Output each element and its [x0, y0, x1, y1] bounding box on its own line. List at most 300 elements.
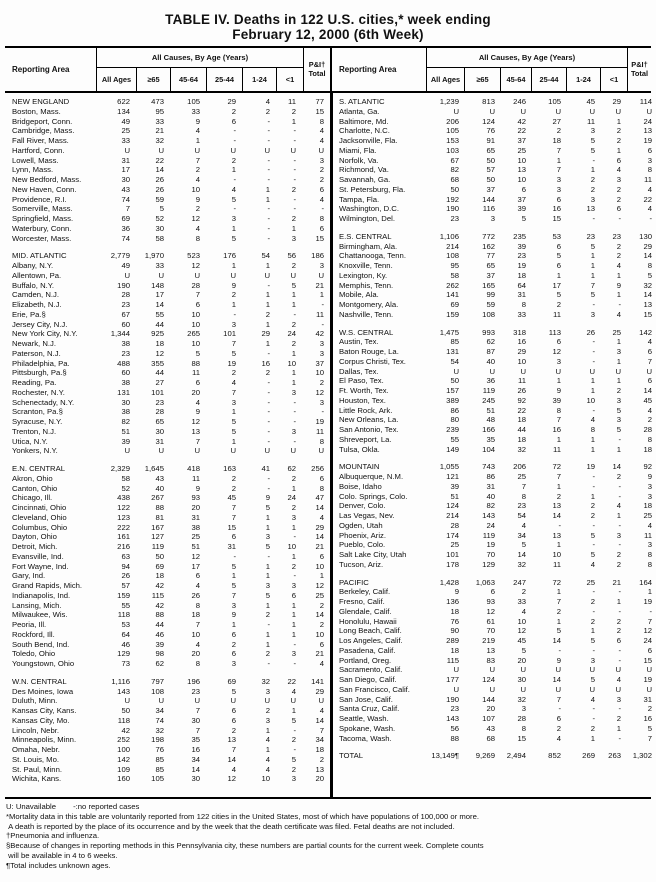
value-cell: - — [293, 407, 296, 417]
value-cell: 50 — [155, 551, 164, 561]
pi-total-header — [627, 48, 651, 91]
table-title-line2: February 12, 2000 (6th Week) — [232, 27, 424, 42]
value-cell: 8 — [647, 550, 652, 559]
table-row — [5, 677, 330, 687]
value-cell: - — [293, 126, 296, 136]
value-cell: 20 — [191, 387, 200, 397]
reporting-area-cell: New Bedford, Mass. — [12, 175, 82, 184]
value-cell: U — [589, 106, 595, 116]
value-cell: 30 — [155, 426, 164, 436]
value-cell: 18 — [191, 610, 200, 620]
all-causes-label: All Causes, By Age (Years) — [478, 53, 576, 62]
value-cell: 2 — [231, 473, 236, 483]
value-cell: 26 — [517, 386, 526, 395]
value-cell: 10 — [517, 616, 526, 626]
value-cell: 2 — [319, 600, 324, 610]
value-cell: 15 — [517, 733, 526, 743]
table-row — [5, 117, 330, 127]
value-cell: 2 — [265, 610, 270, 620]
value-cell: 12 — [191, 417, 200, 426]
value-cell: 22 — [287, 676, 296, 686]
value-cell: 36 — [121, 223, 130, 233]
value-cell: 17 — [552, 280, 561, 290]
value-cell: 39 — [450, 481, 459, 491]
value-cell: 4 — [647, 204, 652, 214]
col-header-all-ages: All Ages — [97, 68, 137, 91]
value-cell: 8 — [195, 600, 200, 610]
value-cell: U — [264, 145, 270, 155]
value-cell: 19 — [517, 261, 526, 270]
value-cell: 23 — [121, 300, 130, 309]
table-row — [333, 232, 651, 242]
value-cell: 91 — [486, 136, 495, 145]
table-row — [333, 587, 651, 597]
reporting-area-cell: Youngstown, Ohio — [12, 659, 75, 668]
table-row — [333, 310, 651, 320]
value-cell: 42 — [155, 600, 164, 610]
col-header-all-ages: All Ages — [427, 68, 465, 91]
value-cell: 10 — [517, 356, 526, 366]
table-row — [5, 165, 330, 175]
value-cell: 118 — [117, 715, 130, 725]
value-cell: 1 — [291, 290, 296, 300]
value-cell: U — [520, 366, 526, 376]
value-cell: 3 — [590, 126, 595, 136]
value-cell: 93 — [191, 493, 200, 503]
value-cell: U — [264, 270, 270, 280]
value-cell: 165 — [482, 280, 495, 290]
value-cell: U — [264, 446, 270, 456]
value-cell: 3 — [616, 347, 621, 356]
value-cell: 35 — [486, 434, 495, 444]
value-cell: 1 — [231, 261, 236, 270]
reporting-area-cell: Portland, Oreg. — [339, 655, 392, 665]
value-cell: 3 — [291, 426, 296, 436]
table-row — [5, 97, 330, 107]
value-cell: 31 — [121, 155, 130, 165]
value-cell: 2 — [291, 561, 296, 571]
value-cell: 8 — [521, 723, 526, 733]
value-cell: U — [194, 446, 200, 456]
reporting-area-cell: Milwaukee, Wis. — [12, 610, 68, 620]
value-cell: 54 — [517, 511, 526, 520]
value-cell: 9 — [647, 472, 652, 481]
value-cell: 13 — [227, 735, 236, 745]
reporting-area-cell: Seattle, Wash. — [339, 714, 389, 723]
reporting-area-cell: Erie, Pa.§ — [12, 309, 46, 319]
reporting-area-cell: Atlanta, Ga. — [339, 106, 380, 116]
reporting-area-cell: E.S. CENTRAL — [339, 231, 392, 241]
value-cell: 19 — [643, 136, 652, 145]
table-row — [333, 415, 651, 425]
value-cell: 73 — [121, 659, 130, 668]
value-cell: 18 — [517, 415, 526, 425]
value-cell: 88 — [155, 503, 164, 512]
value-cell: 9 — [556, 386, 561, 395]
table-row — [5, 484, 330, 494]
value-cell: 134 — [117, 106, 130, 116]
value-cell: 2 — [231, 368, 236, 378]
value-cell: 33 — [517, 597, 526, 606]
value-cell: 136 — [446, 597, 459, 606]
value-cell: 3 — [556, 356, 561, 366]
reporting-area-cell: Lexington, Ky. — [339, 270, 388, 280]
table-row — [5, 571, 330, 581]
table-row — [5, 532, 330, 542]
reporting-area-cell: Providence, R.I. — [12, 194, 67, 204]
value-cell: 1 — [291, 629, 296, 639]
value-cell: 83 — [486, 655, 495, 665]
value-cell: 31 — [643, 694, 652, 704]
value-cell: 1,063 — [475, 577, 495, 587]
value-cell: - — [267, 223, 270, 233]
value-cell: 6 — [616, 204, 621, 214]
value-cell: 9 — [195, 407, 200, 417]
value-cell: 10 — [191, 184, 200, 194]
reporting-area-cell: Lynn, Mass. — [12, 165, 54, 175]
value-cell: 144 — [482, 194, 495, 204]
value-cell: 993 — [482, 327, 495, 337]
table-row — [333, 367, 651, 377]
value-cell: 1 — [265, 561, 270, 571]
value-cell: 1 — [616, 597, 621, 606]
value-cell: 167 — [151, 522, 164, 532]
value-cell: 131 — [117, 387, 130, 397]
value-cell: 30 — [121, 175, 130, 184]
value-cell: 23 — [450, 704, 459, 714]
value-cell: - — [618, 491, 621, 501]
reporting-area-cell: Shreveport, La. — [339, 434, 392, 444]
value-cell: 11 — [644, 175, 652, 184]
value-cell: 7 — [195, 436, 200, 446]
value-cell: 3 — [616, 415, 621, 425]
value-cell: 4 — [231, 764, 236, 774]
value-cell: - — [267, 473, 270, 483]
value-cell: U — [318, 696, 324, 706]
table-row — [333, 472, 651, 482]
value-cell: 40 — [486, 356, 495, 366]
pi-label: P&I† — [631, 60, 648, 69]
table-row — [5, 126, 330, 136]
reporting-area-cell: Austin, Tex. — [339, 337, 379, 347]
table-row — [5, 185, 330, 195]
value-cell: 5 — [291, 280, 296, 290]
value-cell: 16 — [552, 204, 561, 214]
value-cell: 16 — [552, 425, 561, 434]
value-cell: 26 — [586, 327, 595, 337]
value-cell: 9,269 — [475, 751, 495, 761]
value-cell: 4 — [195, 639, 200, 649]
value-cell: 3 — [231, 600, 236, 610]
value-cell: 153 — [446, 136, 459, 145]
table-row — [333, 675, 651, 685]
table-row — [333, 261, 651, 271]
reporting-area-cell: Wichita, Kans. — [12, 774, 62, 784]
reporting-area-cell: Canton, Ohio — [12, 483, 58, 493]
value-cell: - — [592, 155, 595, 165]
value-cell: 22 — [643, 194, 652, 204]
table-row — [5, 398, 330, 408]
value-cell: 43 — [486, 723, 495, 733]
value-cell: U — [124, 145, 130, 155]
reporting-area-cell: Albany, N.Y. — [12, 261, 54, 270]
value-cell: - — [293, 571, 296, 581]
value-cell: U — [589, 665, 595, 675]
value-cell: 118 — [117, 610, 130, 620]
value-cell: 22 — [517, 405, 526, 415]
value-cell: 2 — [291, 473, 296, 483]
value-cell: 1 — [265, 261, 270, 270]
value-cell: 177 — [446, 675, 459, 684]
table-row — [5, 329, 330, 339]
table-row — [5, 542, 330, 552]
table-section — [5, 251, 330, 456]
value-cell: 1 — [291, 600, 296, 610]
value-cell: 11 — [553, 444, 561, 454]
value-cell: 48 — [486, 415, 495, 425]
value-cell: 49 — [121, 261, 130, 270]
reporting-area-cell: Detroit, Mich. — [12, 542, 58, 551]
value-cell: 74 — [155, 715, 164, 725]
value-cell: 7 — [590, 280, 595, 290]
value-cell: U — [615, 106, 621, 116]
value-cell: U — [124, 270, 130, 280]
value-cell: 2 — [590, 184, 595, 194]
value-cell: 7 — [231, 745, 236, 754]
value-cell: 86 — [486, 472, 495, 481]
value-cell: U — [589, 684, 595, 694]
value-cell: 67 — [121, 309, 130, 319]
value-cell: 7 — [195, 706, 200, 715]
value-cell: 32 — [261, 676, 270, 686]
table-row — [333, 492, 651, 502]
value-cell: 2 — [291, 261, 296, 270]
value-cell: U — [555, 106, 561, 116]
reporting-area-cell: Fresno, Calif. — [339, 597, 385, 606]
value-cell: 7 — [556, 165, 561, 175]
value-cell: 2 — [231, 725, 236, 735]
value-cell: U — [453, 684, 459, 694]
value-cell: 4 — [647, 337, 652, 347]
value-cell: 5 — [590, 145, 595, 155]
value-cell: 3 — [647, 491, 652, 501]
value-cell: 5 — [647, 270, 652, 280]
value-cell: 2 — [616, 241, 621, 251]
value-cell: 85 — [450, 337, 459, 347]
value-cell: 1 — [291, 610, 296, 620]
value-cell: 20 — [486, 704, 495, 714]
value-cell: 1 — [616, 270, 621, 280]
reporting-area-cell: Knoxville, Tenn. — [339, 261, 393, 270]
value-cell: 1 — [616, 376, 621, 386]
table-title-line1: TABLE IV. Deaths in 122 U.S. cities,* week ending — [165, 12, 491, 27]
table-row — [5, 696, 330, 706]
value-cell: 144 — [482, 694, 495, 704]
value-cell: 2 — [265, 106, 270, 116]
value-cell: 6 — [319, 223, 324, 233]
value-cell: 8 — [319, 214, 324, 223]
value-cell: 28 — [643, 425, 652, 434]
value-cell: 5 — [590, 675, 595, 684]
value-cell: 2 — [195, 165, 200, 175]
value-cell: 6 — [647, 645, 652, 655]
value-cell: 65 — [486, 145, 495, 155]
value-cell: 76 — [486, 126, 495, 136]
value-cell: 6 — [195, 571, 200, 581]
value-cell: 31 — [191, 512, 200, 522]
value-cell: 94 — [121, 561, 130, 571]
value-cell: 82 — [450, 165, 459, 175]
value-cell: 1 — [265, 571, 270, 581]
value-cell: 7 — [647, 616, 652, 626]
reporting-area-cell: Jersey City, N.J. — [12, 319, 68, 329]
value-cell: 46 — [155, 629, 164, 639]
value-cell: 13 — [552, 501, 561, 511]
table-row — [5, 687, 330, 697]
value-cell: 52 — [121, 483, 130, 493]
value-cell: 2 — [265, 309, 270, 319]
table-section — [333, 97, 651, 224]
table-row — [333, 724, 651, 734]
table-row — [5, 437, 330, 447]
value-cell: U — [646, 665, 652, 675]
value-cell: 69 — [450, 300, 459, 309]
value-cell: 7 — [521, 481, 526, 491]
value-cell: - — [293, 136, 296, 145]
value-cell: 1 — [556, 155, 561, 165]
value-cell: 8 — [521, 300, 526, 309]
table-row — [333, 531, 651, 541]
value-cell: 4 — [231, 184, 236, 194]
value-cell: 1 — [231, 165, 236, 175]
value-cell: 14 — [155, 165, 164, 175]
value-cell: - — [592, 520, 595, 530]
value-cell: U — [124, 696, 130, 706]
reporting-area-cell: Toledo, Ohio — [12, 649, 56, 659]
value-cell: 1 — [265, 319, 270, 329]
value-cell: 37 — [486, 270, 495, 280]
reporting-area-cell: Minneapolis, Minn. — [12, 735, 77, 745]
value-cell: 1 — [590, 444, 595, 454]
value-cell: - — [558, 520, 561, 530]
reporting-area-cell: Nashville, Tenn. — [339, 309, 394, 319]
value-cell: 68 — [450, 175, 459, 184]
table-row — [5, 706, 330, 716]
value-cell: 2 — [231, 639, 236, 649]
col-header-25-44: 25-44 — [207, 68, 243, 91]
value-cell: 11 — [644, 530, 652, 540]
reporting-area-cell: Norfolk, Va. — [339, 155, 379, 165]
value-cell: 3 — [647, 155, 652, 165]
value-cell: 5 — [647, 723, 652, 733]
value-cell: U — [230, 145, 236, 155]
value-cell: 53 — [121, 620, 130, 629]
table-row — [5, 493, 330, 503]
value-cell: - — [267, 387, 270, 397]
table-row — [5, 630, 330, 640]
value-cell: 1 — [265, 290, 270, 300]
value-cell: 8 — [647, 261, 652, 270]
value-cell: 4 — [319, 659, 324, 668]
value-cell: 2 — [231, 483, 236, 493]
value-cell: 25 — [643, 511, 652, 520]
value-cell: 36 — [486, 376, 495, 386]
value-cell: 1 — [556, 376, 561, 386]
value-cell: U — [318, 270, 324, 280]
value-cell: 4 — [616, 675, 621, 684]
value-cell: 11 — [192, 473, 200, 483]
value-cell: U — [489, 665, 495, 675]
table-section — [333, 751, 651, 761]
value-cell: 12 — [191, 551, 200, 561]
value-cell: 4 — [616, 261, 621, 270]
value-cell: 30 — [517, 675, 526, 684]
value-cell: 5 — [556, 626, 561, 636]
value-cell: 7 — [647, 733, 652, 743]
table-row — [5, 175, 330, 185]
table-row — [5, 591, 330, 601]
value-cell: 2,494 — [506, 751, 526, 761]
reporting-area-cell: Grand Rapids, Mich. — [12, 581, 83, 590]
reporting-area-cell: Tucson, Ariz. — [339, 559, 384, 569]
reporting-area-cell: Kansas City, Mo. — [12, 715, 70, 725]
value-cell: 13,149¶ — [431, 751, 459, 761]
value-cell: 3 — [291, 387, 296, 397]
value-cell: 4 — [616, 165, 621, 175]
reporting-area-cell: MOUNTAIN — [339, 462, 380, 472]
reporting-area-cell: Omaha, Nebr. — [12, 745, 60, 754]
value-cell: 1 — [231, 436, 236, 446]
table-row — [5, 234, 330, 244]
value-cell: - — [267, 407, 270, 417]
value-cell: 1,475 — [439, 327, 459, 337]
value-cell: 1 — [556, 270, 561, 280]
table-row — [333, 328, 651, 338]
reporting-area-cell: Ogden, Utah — [339, 520, 383, 530]
value-cell: 55 — [155, 309, 164, 319]
table-row — [5, 659, 330, 669]
value-cell: - — [293, 175, 296, 184]
value-cell: 12 — [552, 347, 561, 356]
table-row — [333, 607, 651, 617]
value-cell: 2 — [556, 606, 561, 616]
value-cell: 4 — [231, 378, 236, 387]
value-cell: 25 — [517, 145, 526, 155]
value-cell: 473 — [151, 97, 164, 106]
table-row — [333, 560, 651, 570]
value-cell: 8 — [647, 434, 652, 444]
value-cell: 1 — [590, 434, 595, 444]
value-cell: 20 — [191, 503, 200, 512]
value-cell: 1 — [265, 184, 270, 194]
value-cell: 4 — [265, 754, 270, 764]
value-cell: 5 — [590, 530, 595, 540]
value-cell: 93 — [486, 597, 495, 606]
table-row — [333, 636, 651, 646]
value-cell: 13 — [643, 126, 652, 136]
reporting-area-cell: Camden, N.J. — [12, 290, 59, 300]
value-cell: 18 — [155, 339, 164, 348]
value-cell: 81 — [155, 512, 164, 522]
value-cell: 1 — [590, 270, 595, 280]
value-cell: 62 — [486, 337, 495, 347]
all-causes-label: All Causes, By Age (Years) — [151, 53, 249, 62]
value-cell: 1,116 — [111, 676, 130, 686]
value-cell: 12 — [486, 606, 495, 616]
value-cell: 76 — [155, 745, 164, 754]
value-cell: 31 — [155, 436, 164, 446]
reporting-area-cell: Lansing, Mich. — [12, 600, 62, 610]
